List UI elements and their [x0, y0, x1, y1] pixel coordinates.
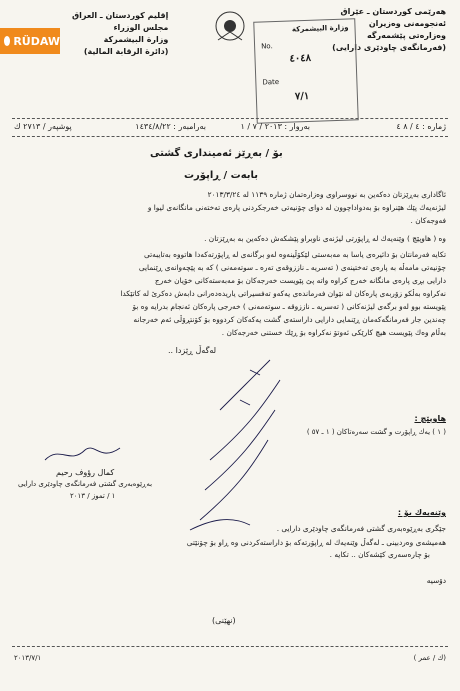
signatory-name: كمال رؤوف رحیم [56, 468, 115, 477]
copy-item: هەمیشەی وەردبینی ـ لەگەڵ وێنەیەك لە ڕاپۆرتەكە بۆ داراستەكردنی وە ڕاو بۆ چۆنێتی [186, 538, 446, 547]
header-right-line: (فەرمانگەی چاودێری دارایی) [332, 43, 446, 52]
sun-icon [4, 36, 10, 46]
body-line: بەڵام وەك پێویست هیچ كارێكی ئەوتۆ نەكراوە بۆ ڕێك خستنی خەرجەكان . [221, 328, 446, 337]
header-left [72, 10, 168, 58]
kurdistan-emblem [212, 8, 248, 48]
header-left-line: (دائرة الرقابة المالية) [83, 47, 169, 56]
copy-item: بۆ چارەسەری كێشەكان .. تكایە . [329, 550, 430, 559]
rudaw-logo [0, 28, 60, 54]
stamp-number-label: No. [260, 42, 273, 51]
divider [12, 646, 448, 647]
rudaw-logo-text: RÜDAW [13, 34, 60, 48]
body-line: وە ( هاوپێچ ) وێنەیەك لە ڕاپۆرتی لیژنەی ناوبراو پێشكەش دەكەین بە بەڕێزتان . [204, 234, 446, 243]
copy-item: دۆسیە [426, 576, 446, 585]
ref-date: بەروار : ٢٠١٣ / ٧ / ١ [240, 122, 310, 131]
body-line: تكایە فەرمانتان بۆ دائیرەی یاسا بە مەبەستی لێكۆڵینەوە لەو برگانەی لە ڕاپۆرتەكەدا هاتووە بەتایبەتی [143, 250, 446, 259]
header-right-line: وەزارەتی پێشمەرگە [367, 31, 446, 40]
stamp-date-label: Date [262, 77, 280, 87]
stamp-number: ٤٠٤٨ [289, 52, 312, 65]
body-line: لیژنەیەك پێك هێنراوە بۆ بەدواداچوون لە دوای چۆنیەتی خەرجكردنی پارەی تەختەنی مانگانەی لیوا و [147, 203, 446, 212]
signatory-title: بەڕێوەبەری گشتی فەرمانگەی چاودێری دارایی [18, 480, 153, 488]
footer-ref: (ك / عمر ) [413, 654, 446, 662]
body-line: چەندین جار فەرمانگەكەمان ڕێنمایی دارایی داراستەی گشت یەكەكان كردووە بۆ كۆنتڕۆڵی ئەم خەرجانە [133, 315, 446, 324]
divider [12, 136, 448, 137]
received-stamp [253, 18, 358, 123]
body-line: نەكراوە بەڵكو زۆربەی پارەكان لە نێوان فەرماندەی یەكەو تەفسیراتی یاریدەدەرانی دابەش دەكرێ لە كاتێكدا [120, 289, 446, 298]
body-line: فەوجەكان . [410, 216, 446, 225]
header-left-line: إقليم كوردستان ـ العراق [72, 11, 169, 20]
body-line: ئاگاداری بەڕێزتان دەكەین بە نووسراوی وەزارەتمان ژمارە ١١٣٩ لە ٢٠١٣/٣/٢٤ [207, 190, 446, 199]
signature-date: ١ / تموز / ٢٠١٣ [70, 492, 116, 500]
ref-hijri: بەرامبەر : ١٤٣٤/٨/٢٢ [135, 122, 206, 131]
regards: لەگەڵ ڕێزدا .. [168, 346, 217, 355]
divider [12, 118, 448, 119]
stamp-date: ٧/١ [294, 90, 310, 103]
ref-kurdish: پوشپەر / ٢٧١٣ ك [14, 122, 72, 131]
copies-title: وێنەیەك بۆ : [397, 508, 446, 517]
header-left-line: مجلس الوزراء [113, 23, 169, 32]
ref-number: ژمارە : ٤ / ٨ ٤ [396, 122, 446, 131]
attachments-title: هاوپێچ : [414, 414, 446, 423]
body-line: دارایی بڕی پارەی مانگانە خەرج كراوە واتە پێ پێویست خەرجەكان بۆ مەبەستەكانی خۆیان خەرج [154, 276, 446, 285]
body-line: چۆنیەتی مامەڵە بە پارەی تەختینەی ( تەسریە ـ ناززوقەی تەرە ـ سوتەمەنی ) كە بە پێچەوانەی ڕێنمایی [138, 263, 446, 272]
signature-scribble [40, 440, 130, 470]
header-right-line: ئەنجومەنی وەزیران [368, 19, 446, 28]
header-right-line: هەرێمی كوردستان ـ عێراق [340, 7, 446, 16]
footer-date: ٢٠١٣/٧/١ [14, 654, 42, 662]
body-line: پێویستە بوو لەو برگەی لیژنەكانی ( تەسریە ـ ناززوقە ـ سوتەمەنی ) خەرجی پارەكان ئەنجام بدرایە وە بۆ [132, 302, 446, 311]
attachment-item: ( ١ ) یەك ڕاپۆرت و گشت سەرەتاكان ( ١ ـ ٥٧ ) [306, 428, 446, 436]
stamp-ministry: وزارة البيشمركة [291, 23, 349, 34]
handwritten-annotation [150, 350, 290, 540]
addressee: بۆ / بەڕێز ئەمینداری گشتی [150, 148, 283, 159]
copy-item: جێگری بەڕێوەبەری گشتی فەرمانگەی چاودێری دارایی . [276, 524, 446, 533]
header-left-line: وزارة البيشمركة [103, 35, 169, 44]
secret-label: (نهێنی) [212, 616, 236, 625]
subject: بابەت / ڕاپۆرت [184, 170, 259, 181]
